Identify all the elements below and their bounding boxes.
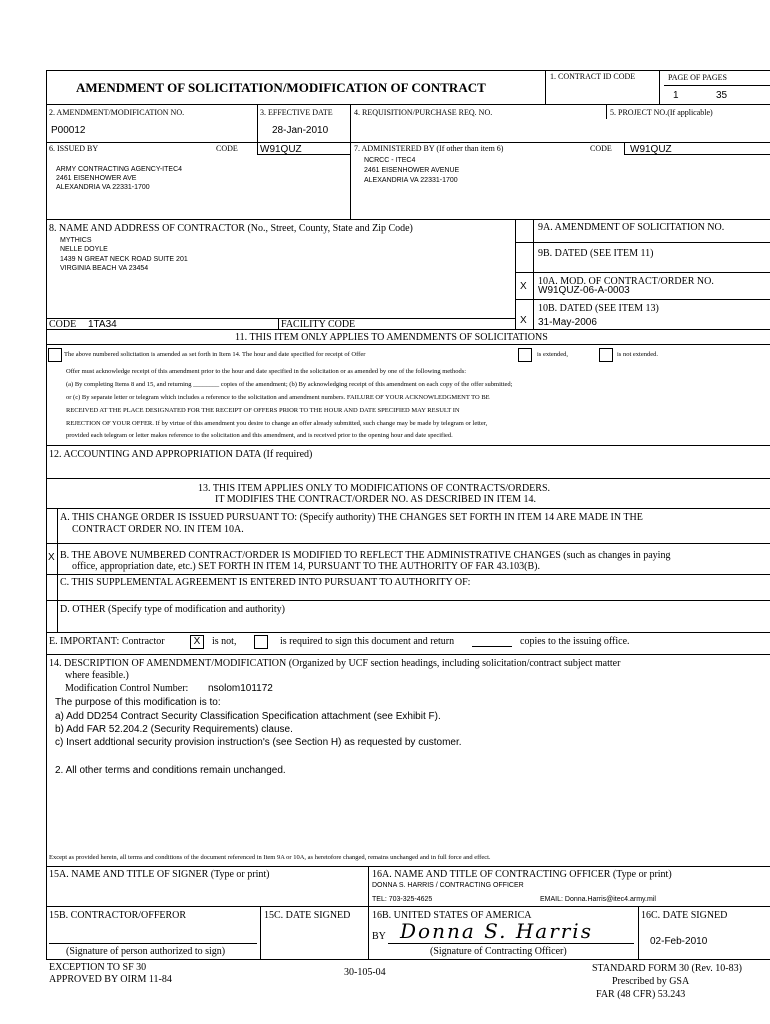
- is-required-label: is required to sign this document and return: [280, 636, 455, 647]
- contracting-officer-label: 16A. NAME AND TITLE OF CONTRACTING OFFICER (Type or print): [372, 869, 672, 880]
- administered-by-line: 2461 EISENHOWER AVENUE: [364, 167, 460, 174]
- checkbox-extended[interactable]: [518, 348, 532, 362]
- administered-by-code: W91QUZ: [630, 144, 672, 155]
- rule: [368, 866, 369, 960]
- contractor-address-label: 8. NAME AND ADDRESS OF CONTRACTOR (No., Street, County, State and Zip Code): [49, 223, 413, 234]
- copies-label: copies to the issuing office.: [520, 636, 630, 647]
- rule: [515, 272, 770, 273]
- contract-mod-mark: X: [520, 281, 527, 292]
- issued-by-line: ARMY CONTRACTING AGENCY-ITEC4: [56, 166, 183, 173]
- page-number: 1: [673, 90, 679, 101]
- section-13a-text: A. THIS CHANGE ORDER IS ISSUED PURSUANT TO: (Specify authority) THE CHANGES SET FORTH IN ITEM 14 ARE MADE IN THE: [60, 512, 643, 523]
- modification-control-number: nsolom101172: [208, 683, 273, 694]
- contractor-code: 1TA34: [88, 319, 117, 330]
- form-title: AMENDMENT OF SOLICITATION/MODIFICATION OF CONTRACT: [76, 80, 486, 95]
- rule: [46, 104, 770, 105]
- footer-form-code: 30-105-04: [344, 967, 386, 978]
- important-label: E. IMPORTANT: Contractor: [49, 636, 165, 647]
- rule: [57, 508, 58, 632]
- officer-date-signed-label: 16C. DATE SIGNED: [641, 910, 728, 921]
- contractor-signature-line: [49, 943, 257, 944]
- effective-date-value: 28-Jan-2010: [272, 125, 329, 136]
- section-11-line: The above numbered solicitation is amended as set forth in Item 14. The hour and date specified for receipt of Offer: [64, 351, 366, 358]
- rule: [46, 632, 770, 633]
- terms-unchanged-note: Except as provided herein, all terms and conditions of the document referenced in Item 9A or 10A, as heretofore changed, remains unchanged and in full force and effect.: [49, 854, 491, 861]
- description-body: a) Add DD254 Contract Security Classification Specification attachment (see Exhibit F).: [55, 711, 441, 722]
- section-13-subtitle: IT MODIFIES THE CONTRACT/ORDER NO. AS DESCRIBED IN ITEM 14.: [215, 494, 537, 505]
- contractor-line: NELLE DOYLE: [60, 246, 108, 253]
- rule: [46, 445, 770, 446]
- rule: [46, 574, 770, 575]
- rule: [46, 600, 770, 601]
- section-11-text: REJECTION OF YOUR OFFER. If by virtue of this amendment you desire to change an offer already submitted, such change may be made by telegram or letter,: [66, 420, 488, 427]
- rule: [260, 906, 261, 960]
- contractor-line: 1439 N GREAT NECK ROAD SUITE 201: [60, 256, 188, 263]
- extended-label: is extended,: [537, 351, 569, 358]
- amendment-number-label: 2. AMENDMENT/MODIFICATION NO.: [49, 108, 185, 117]
- page-of-pages-label: PAGE OF PAGES: [668, 73, 727, 82]
- rule: [664, 85, 770, 86]
- rule: [257, 104, 258, 142]
- section-13-title: 13. THIS ITEM APPLIES ONLY TO MODIFICATIONS OF CONTRACTS/ORDERS.: [198, 483, 551, 494]
- section-11-text: provided each telegram or letter makes reference to the solicitation and this amendment, and is received prior to the opening hour and date specified.: [66, 432, 453, 439]
- signature-person-caption: (Signature of person authorized to sign): [66, 946, 226, 957]
- section-11-text: RECEIVED AT THE PLACE DESIGNATED FOR THE RECEIPT OF OFFERS PRIOR TO THE HOUR AND DATE SPECIFIED MAY RESULT IN: [66, 407, 460, 414]
- rule: [515, 242, 770, 243]
- section-13d-text: D. OTHER (Specify type of modification and authority): [60, 604, 285, 615]
- copies-blank: [472, 646, 512, 647]
- description-body: 2. All other terms and conditions remain unchanged.: [55, 765, 286, 776]
- contractor-line: VIRGINIA BEACH VA 23454: [60, 265, 149, 272]
- rule: [659, 70, 660, 104]
- requisition-label: 4. REQUISITION/PURCHASE REQ. NO.: [354, 108, 493, 117]
- rule: [515, 299, 770, 300]
- section-13b-text: B. THE ABOVE NUMBERED CONTRACT/ORDER IS MODIFIED TO REFLECT THE ADMINISTRATIVE CHANGES (such as changes in paying: [60, 550, 671, 561]
- page-total: 35: [716, 90, 728, 101]
- signature-officer-caption: (Signature of Contracting Officer): [430, 946, 567, 957]
- rule: [46, 478, 770, 479]
- section-13b-text: office, appropriation date, etc.) SET FORTH IN ITEM 14, PURSUANT TO THE AUTHORITY OF FAR 43.103(B).: [72, 561, 540, 572]
- rule: [350, 104, 351, 219]
- description-label-cont: where feasible.): [65, 670, 129, 681]
- contract-mod-number-value: W91QUZ-06-A-0003: [538, 285, 630, 296]
- issued-by-code: W91QUZ: [260, 144, 302, 155]
- section-13a-text: CONTRACT ORDER NO. IN ITEM 10A.: [72, 524, 244, 535]
- description-label: 14. DESCRIPTION OF AMENDMENT/MODIFICATION (Organized by UCF section headings, including solicitation/contract subject matter: [49, 658, 621, 669]
- contract-id-code-label: 1. CONTRACT ID CODE: [550, 72, 636, 81]
- issued-by-label: 6. ISSUED BY: [49, 144, 99, 153]
- rule: [545, 70, 546, 104]
- rule: [46, 906, 770, 907]
- checkbox-not-extended[interactable]: [599, 348, 613, 362]
- rule: [515, 219, 516, 329]
- checkbox-is-not[interactable]: X: [190, 635, 204, 649]
- officer-date-signed-value: 02-Feb-2010: [650, 936, 708, 947]
- issued-by-line: 2461 EISENHOWER AVE: [56, 175, 137, 182]
- section-11-text: (a) By completing Items 8 and 15, and returning ________ copies of the amendment; (b) By acknowledging receipt of this amendment on each copy of the offer submitted;: [66, 381, 513, 388]
- modification-control-label: Modification Control Number:: [65, 683, 189, 694]
- rule: [638, 906, 639, 960]
- checkbox-is-required[interactable]: [254, 635, 268, 649]
- contract-dated-label: 10B. DATED (SEE ITEM 13): [538, 303, 659, 314]
- section-11-title: 11. THIS ITEM ONLY APPLIES TO AMENDMENTS OF SOLICITATIONS: [235, 332, 548, 343]
- rule: [46, 654, 770, 655]
- facility-code-label: FACILITY CODE: [281, 319, 356, 330]
- solicitation-number-label: 9A. AMENDMENT OF SOLICITATION NO.: [538, 222, 725, 233]
- section-13c-text: C. THIS SUPPLEMENTAL AGREEMENT IS ENTERED INTO PURSUANT TO AUTHORITY OF:: [60, 577, 471, 588]
- project-number-label: 5. PROJECT NO.(If applicable): [610, 108, 713, 117]
- solicitation-dated-label: 9B. DATED (SEE ITEM 11): [538, 248, 654, 259]
- not-extended-label: is not extended.: [617, 351, 658, 358]
- rule: [606, 104, 607, 119]
- description-body: b) Add FAR 52.204.2 (Security Requirements) clause.: [55, 724, 293, 735]
- section-13b-mark: X: [48, 552, 55, 563]
- rule: [46, 219, 770, 220]
- contract-dated-value: 31-May-2006: [538, 317, 597, 328]
- rule: [46, 866, 770, 867]
- contract-dated-mark: X: [520, 315, 527, 326]
- rule: [46, 508, 770, 509]
- contractor-offeror-label: 15B. CONTRACTOR/OFFEROR: [49, 910, 187, 921]
- officer-signature-line: [388, 943, 634, 944]
- administered-by-code-label: CODE: [590, 144, 612, 153]
- contract-mod-number-label: 10A. MOD. OF CONTRACT/ORDER NO.: [538, 276, 714, 287]
- issued-by-code-label: CODE: [216, 144, 238, 153]
- footer-approved: APPROVED BY OIRM 11-84: [49, 974, 172, 985]
- officer-signature: Donna S. Harris: [400, 919, 593, 943]
- rule: [46, 543, 770, 544]
- checkbox-solicitation[interactable]: [48, 348, 62, 362]
- signer-name-label: 15A. NAME AND TITLE OF SIGNER (Type or print): [49, 869, 270, 880]
- footer-prescribed: Prescribed by GSA: [612, 976, 690, 987]
- description-body: c) Insert addtional security provision instruction's (see Section H) as requested by customer.: [55, 737, 462, 748]
- contracting-officer-email: EMAIL: Donna.Harris@itec4.army.mil: [540, 896, 656, 903]
- description-body: The purpose of this modification is to:: [55, 697, 221, 708]
- footer-standard-form: STANDARD FORM 30 (Rev. 10-83): [592, 963, 742, 974]
- footer-exception: EXCEPTION TO SF 30: [49, 962, 147, 973]
- rule: [533, 219, 534, 329]
- issued-by-line: ALEXANDRIA VA 22331-1700: [56, 184, 150, 191]
- administered-by-label: 7. ADMINISTERED BY (If other than item 6): [354, 144, 504, 153]
- administered-by-line: ALEXANDRIA VA 22331-1700: [364, 177, 458, 184]
- administered-by-line: NCRCC - ITEC4: [364, 157, 416, 164]
- contracting-officer-name: DONNA S. HARRIS / CONTRACTING OFFICER: [372, 882, 524, 889]
- by-label: BY: [372, 931, 386, 942]
- rule: [46, 344, 770, 345]
- effective-date-label: 3. EFFECTIVE DATE: [260, 108, 333, 117]
- section-11-text: Offer must acknowledge receipt of this amendment prior to the hour and date specified in the solicitation or as amended by one of the following methods:: [66, 368, 467, 375]
- is-not-label: is not,: [212, 636, 237, 647]
- rule: [278, 318, 279, 329]
- contracting-officer-tel: TEL: 703-325-4625: [372, 896, 433, 903]
- rule: [46, 329, 770, 330]
- accounting-data-label: 12. ACCOUNTING AND APPROPRIATION DATA (If required): [49, 449, 313, 460]
- contractor-line: MYTHICS: [60, 237, 92, 244]
- section-11-text: or (c) By separate letter or telegram which includes a reference to the solicitation and amendment numbers. FAILURE OF YOUR ACKNOWLEDGMENT TO BE: [66, 394, 490, 401]
- footer-far: FAR (48 CFR) 53.243: [596, 989, 686, 1000]
- contractor-code-label: CODE: [49, 319, 77, 330]
- amendment-number-value: P00012: [51, 125, 86, 136]
- united-states-label: 16B. UNITED STATES OF AMERICA: [372, 910, 532, 921]
- date-signed-label: 15C. DATE SIGNED: [264, 910, 351, 921]
